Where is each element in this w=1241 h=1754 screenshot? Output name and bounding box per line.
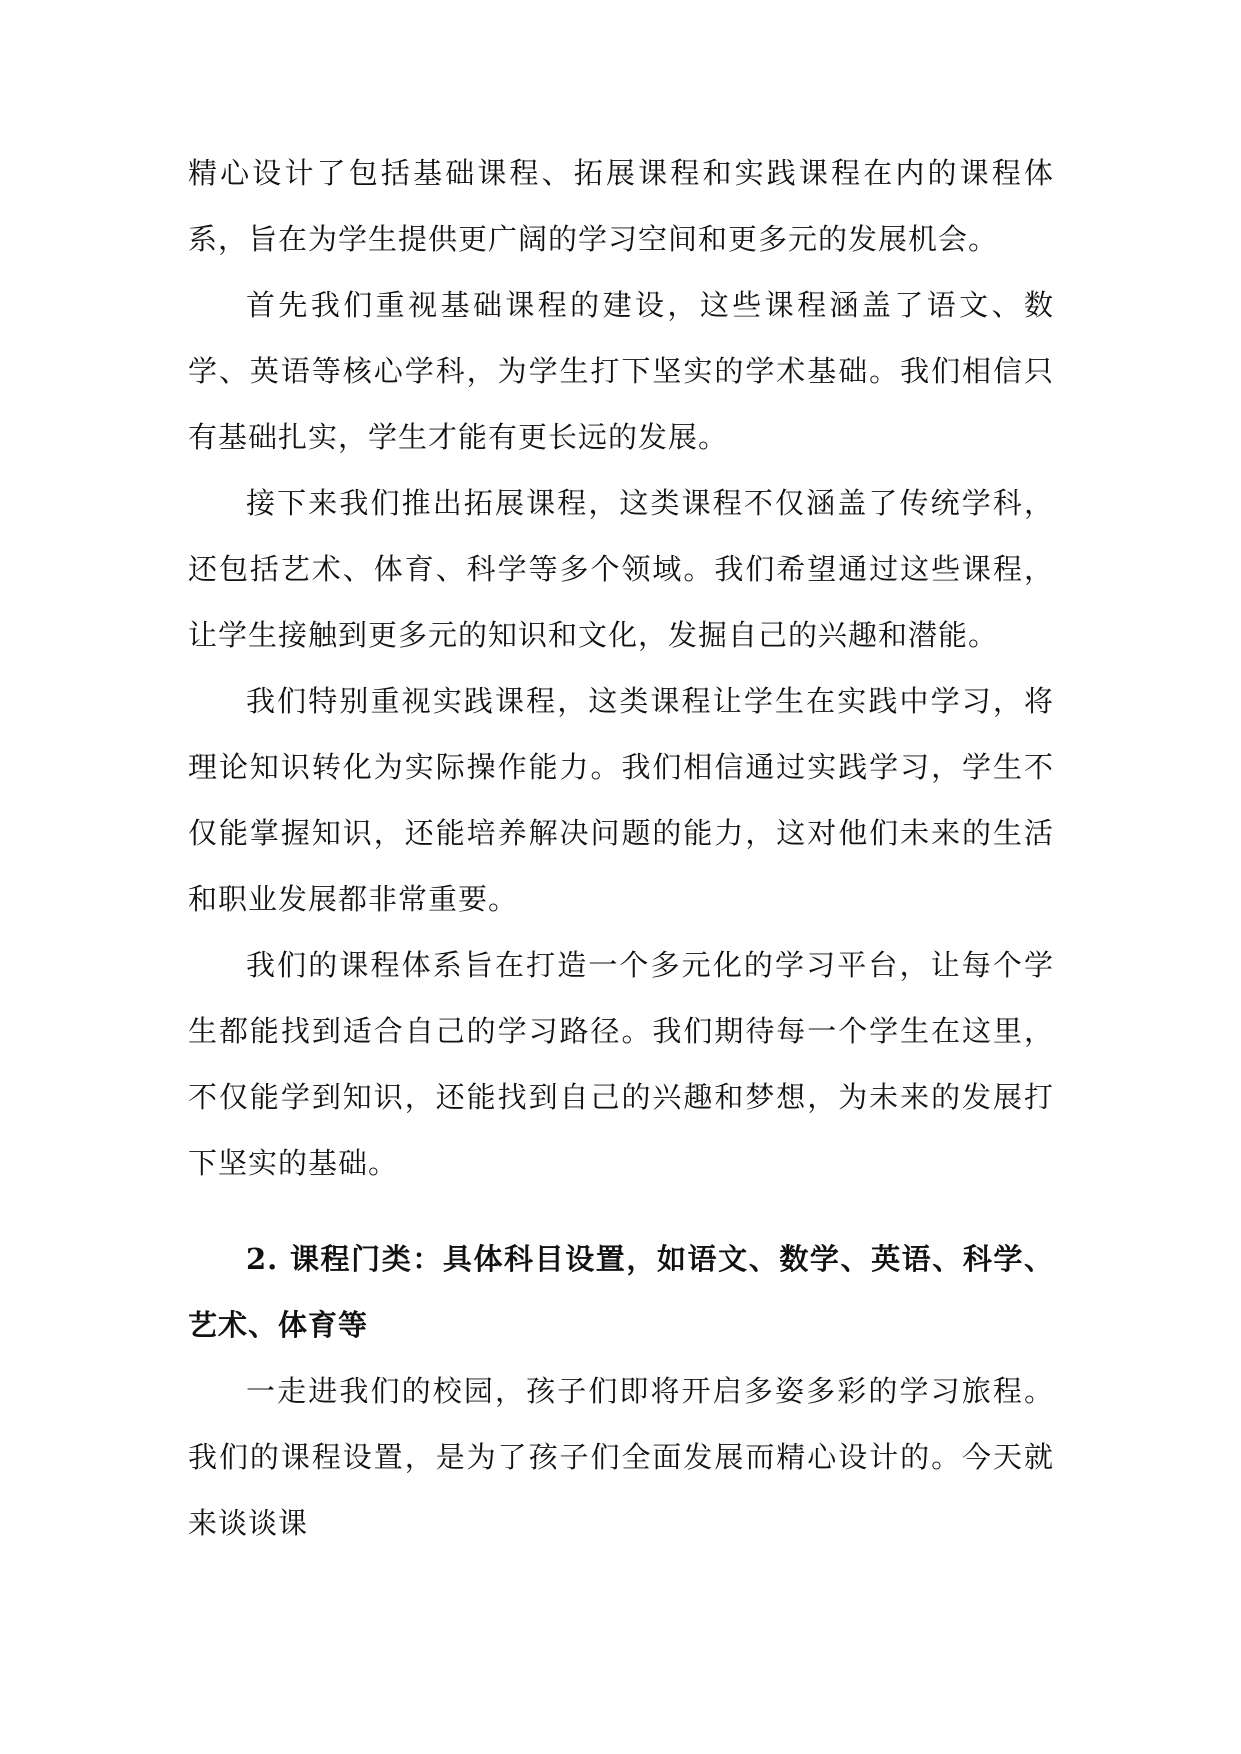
document-body <box>188 140 1054 1556</box>
paragraph-continued: 精心设计了包括基础课程、拓展课程和实践课程在内的课程体系，旨在为学生提供更广阔的学习空间和更多元的发展机会。 <box>188 156 1054 256</box>
paragraph-practice-courses: 我们特别重视实践课程，这类课程让学生在实践中学习，将理论知识转化为实际操作能力。我们相信通过实践学习，学生不仅能掌握知识，还能培养解决问题的能力，这对他们未来的生活和职业发展都非常重要。 <box>188 684 1054 916</box>
paragraph-section-intro: 一走进我们的校园，孩子们即将开启多姿多彩的学习旅程。我们的课程设置，是为了孩子们全面发展而精心设计的。今天就来谈谈课 <box>188 1374 1054 1540</box>
paragraph-extended-courses: 接下来我们推出拓展课程，这类课程不仅涵盖了传统学科，还包括艺术、体育、科学等多个领域。我们希望通过这些课程，让学生接触到更多元的知识和文化，发掘自己的兴趣和潜能。 <box>188 486 1054 652</box>
section-heading: 2. 课程门类：具体科目设置，如语文、数学、英语、科学、艺术、体育等 <box>188 1242 1054 1342</box>
paragraph-basic-courses: 首先我们重视基础课程的建设，这些课程涵盖了语文、数学、英语等核心学科，为学生打下坚实的学术基础。我们相信只有基础扎实，学生才能有更长远的发展。 <box>188 288 1054 454</box>
paragraph-course-system: 我们的课程体系旨在打造一个多元化的学习平台，让每个学生都能找到适合自己的学习路径。我们期待每一个学生在这里，不仅能学到知识，还能找到自己的兴趣和梦想，为未来的发展打下坚实的基础。 <box>188 948 1054 1180</box>
